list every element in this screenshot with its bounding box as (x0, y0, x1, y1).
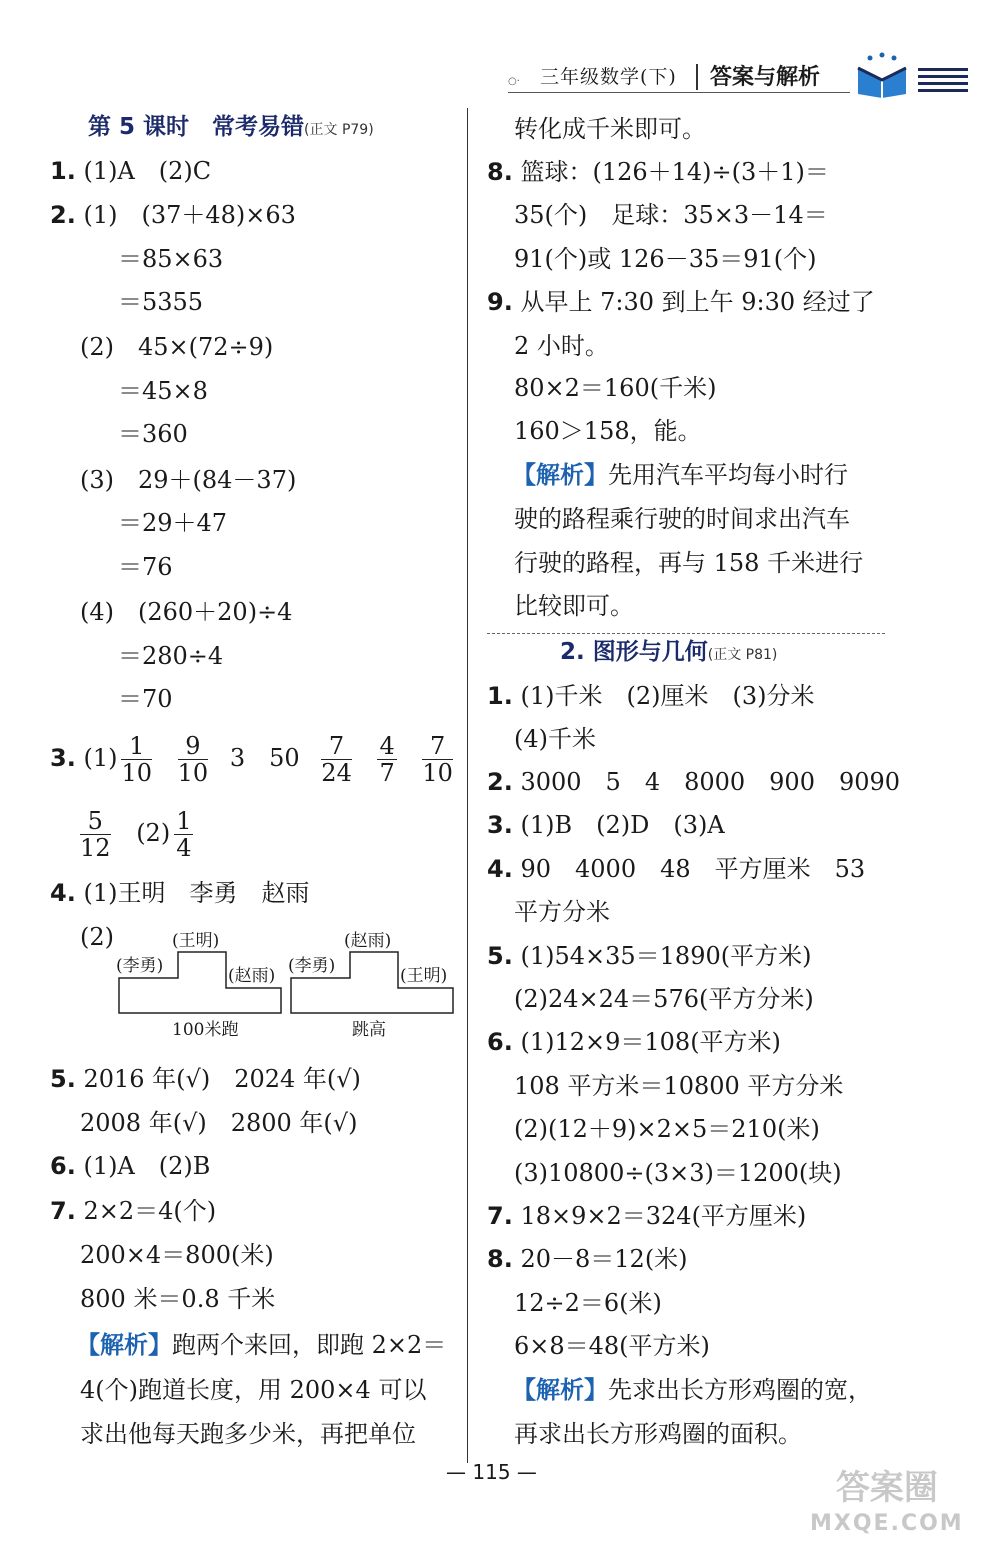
q2-line12: ＝70 (118, 685, 173, 713)
fraction (80, 808, 111, 861)
q5-line1 (50, 1064, 361, 1094)
q7-analysis-line3: 求出他每天跑多少米，再把单位 (80, 1420, 416, 1448)
section-title-text: 2. 图形与几何 (560, 639, 708, 665)
q4-answer: (1)王明 李勇 赵雨 (83, 879, 310, 907)
q4-part2-label: (2) (80, 923, 114, 951)
page-header (500, 58, 970, 100)
watermark-line2: MXQE.COM (810, 1511, 964, 1536)
s7-number: 7. (487, 1202, 513, 1230)
numerator: 7 (422, 733, 453, 760)
s8-number: 8. (487, 1245, 513, 1273)
q9-analysis-line1 (512, 460, 848, 490)
denominator: 10 (121, 759, 153, 787)
q1-answer: (1)A (2)C (83, 157, 212, 185)
q2-line2: ＝85×63 (118, 245, 224, 273)
podium-b-caption: 跳高 (352, 1020, 386, 1040)
s6-line1 (487, 1027, 781, 1057)
section-title-geometry (560, 637, 777, 670)
q3-number: 3. (50, 744, 76, 772)
s6-line2: 108 平方米＝10800 平方分米 (514, 1072, 844, 1100)
numerator: 1 (121, 733, 152, 760)
q7-line2: 200×4＝800(米) (80, 1241, 274, 1269)
s1-number: 1. (487, 682, 513, 710)
s3 (487, 810, 725, 840)
s4-text: 90 4000 48 平方厘米 53 (520, 855, 866, 883)
q7-text: 2×2＝4(个) (83, 1197, 217, 1225)
s4-line2: 平方分米 (514, 898, 610, 926)
denominator: 24 (321, 759, 352, 787)
fraction (377, 733, 396, 786)
q3-part1: (1) (83, 744, 118, 772)
q5-line2: 2008 年(√) 2800 年(√) (80, 1109, 358, 1137)
q1 (50, 156, 211, 186)
fraction (321, 733, 352, 786)
s8-text: 20－8＝12(米) (520, 1245, 688, 1273)
column-divider (467, 108, 468, 1463)
q9-analysis-line4: 比较即可。 (514, 592, 634, 620)
header-separator (696, 64, 698, 90)
watermark (810, 1470, 964, 1542)
s1-line1 (487, 681, 814, 711)
s6-text: (1)12×9＝108(平方米) (520, 1028, 781, 1056)
r-continuation: 转化成千米即可。 (514, 115, 706, 143)
q2-line3: ＝5355 (118, 288, 204, 316)
podium-b-right: (王明) (400, 966, 448, 986)
s6-number: 6. (487, 1028, 513, 1056)
analysis-text: 先求出长方形鸡圈的宽， (608, 1376, 872, 1404)
section-title-lesson5 (88, 112, 374, 145)
s2 (487, 767, 900, 797)
book-logo-icon (852, 50, 912, 100)
q6-answer: (1)A (2)B (83, 1152, 211, 1180)
podium-b-top: (赵雨) (344, 931, 392, 951)
q2-text: (1) (37＋48)×63 (83, 201, 296, 229)
q2-line11: ＝280÷4 (118, 642, 224, 670)
s7-answer: 18×9×2＝324(平方厘米) (520, 1202, 807, 1230)
fraction (121, 733, 152, 786)
q2-line9: ＝76 (118, 553, 173, 581)
q8-line2: 35(个) 足球：35×3－14＝ (514, 201, 828, 229)
q5-number: 5. (50, 1065, 76, 1093)
s8-line3: 6×8＝48(平方米) (514, 1332, 710, 1360)
podium-b-left: (李勇) (288, 956, 336, 976)
q7-number: 7. (50, 1197, 76, 1225)
q8-number: 8. (487, 158, 513, 186)
s4-number: 4. (487, 855, 513, 883)
q2-line10: (4) (260＋20)÷4 (80, 598, 293, 626)
numerator: 5 (80, 808, 111, 835)
q2-number: 2. (50, 201, 76, 229)
s5-number: 5. (487, 942, 513, 970)
s2-number: 2. (487, 768, 513, 796)
s5-text: (1)54×35＝1890(平方米) (520, 942, 812, 970)
denominator: 4 (176, 834, 192, 862)
q3-line1 (50, 733, 457, 786)
q7-line3: 800 米＝0.8 千米 (80, 1285, 276, 1313)
s2-answer: 3000 5 4 8000 900 9090 (520, 768, 901, 796)
s1-line2: (4)千米 (514, 725, 596, 753)
q2-line5: ＝45×8 (118, 377, 208, 405)
q7-analysis-line2: 4(个)跑道长度，用 200×4 可以 (80, 1376, 427, 1404)
q8-text: 篮球：(126＋14)÷(3＋1)＝ (520, 158, 829, 186)
s3-answer: (1)B (2)D (3)A (520, 811, 725, 839)
q2-line7: (3) 29＋(84－37) (80, 466, 297, 494)
decorative-dots: ○· (508, 76, 520, 87)
denominator: 7 (379, 759, 395, 787)
section-title-text: 第 5 课时 常考易错 (88, 114, 305, 140)
podium-a-right: (赵雨) (228, 966, 276, 986)
fraction (178, 733, 209, 786)
header-subject: 三年级数学(下) (540, 66, 677, 88)
analysis-tag: 【解析】 (76, 1331, 172, 1359)
s8-line1 (487, 1244, 688, 1274)
s4-line1 (487, 854, 865, 884)
podium-a-left: (李勇) (116, 956, 164, 976)
fraction (174, 808, 193, 861)
denominator: 10 (177, 759, 209, 787)
watermark-line1: 答案圈 (835, 1468, 938, 1508)
denominator: 12 (80, 834, 111, 862)
q9-text: 从早上 7:30 到上午 9:30 经过了 (520, 288, 875, 316)
page-number: — 115 — (446, 1460, 537, 1484)
denominator: 10 (422, 759, 453, 787)
s6-line3: (2)(12＋9)×2×5＝210(米) (514, 1115, 820, 1143)
analysis-text: 先用汽车平均每小时行 (608, 461, 848, 489)
q6-number: 6. (50, 1152, 76, 1180)
s8-analysis-line2: 再求出长方形鸡圈的面积。 (514, 1420, 802, 1448)
q7-analysis-line1 (76, 1330, 446, 1360)
q1-number: 1. (50, 157, 76, 185)
header-title: 答案与解析 (710, 65, 821, 90)
q8-line1 (487, 157, 829, 187)
s1-text: (1)千米 (2)厘米 (3)分米 (520, 682, 815, 710)
q4-line1 (50, 878, 309, 908)
q2-line8: ＝29＋47 (118, 509, 228, 537)
q9-line4: 160＞158，能。 (514, 417, 702, 445)
analysis-tag: 【解析】 (512, 1376, 608, 1404)
s3-number: 3. (487, 811, 513, 839)
header-rule (508, 92, 850, 93)
q7-line1 (50, 1196, 216, 1226)
q9-number: 9. (487, 288, 513, 316)
analysis-tag: 【解析】 (512, 461, 608, 489)
q6 (50, 1151, 210, 1181)
q9-analysis-line3: 行驶的路程，再与 158 千米进行 (514, 549, 864, 577)
q3-part2: (2) (136, 819, 171, 847)
s5-line1 (487, 941, 811, 971)
analysis-text: 跑两个来回，即跑 2×2＝ (172, 1331, 447, 1359)
numerator: 9 (178, 733, 209, 760)
s6-line4: (3)10800÷(3×3)＝1200(块) (514, 1159, 842, 1187)
header-bars (918, 68, 968, 96)
s5-line2: (2)24×24＝576(平方分米) (514, 985, 814, 1013)
section-divider (487, 633, 885, 634)
q2-line1 (50, 200, 296, 230)
q8-line3: 91(个)或 126－35＝91(个) (514, 245, 817, 273)
q9-line3: 80×2＝160(千米) (514, 374, 717, 402)
q2-line4: (2) 45×(72÷9) (80, 333, 274, 361)
s7 (487, 1201, 806, 1231)
q9-line2: 2 小时。 (514, 332, 609, 360)
q3-line2 (76, 808, 197, 861)
q2-line6: ＝360 (118, 420, 188, 448)
q9-analysis-line2: 驶的路程乘行驶的时间求出汽车 (514, 505, 850, 533)
q9-line1 (487, 287, 875, 317)
q5-text: 2016 年(√) 2024 年(√) (83, 1065, 361, 1093)
podium-a-top: (王明) (172, 931, 220, 951)
podium-a-caption: 100米跑 (172, 1020, 239, 1040)
numerator: 7 (321, 733, 352, 760)
section-ref: (正文 P79) (304, 122, 374, 138)
q4-number: 4. (50, 879, 76, 907)
fraction (422, 733, 453, 786)
s8-line2: 12÷2＝6(米) (514, 1289, 662, 1317)
q3-values: 3 50 (229, 744, 300, 772)
section-ref: (正文 P81) (707, 647, 778, 663)
s8-analysis-line1 (512, 1375, 872, 1405)
numerator: 1 (176, 807, 192, 835)
numerator: 4 (379, 732, 395, 760)
